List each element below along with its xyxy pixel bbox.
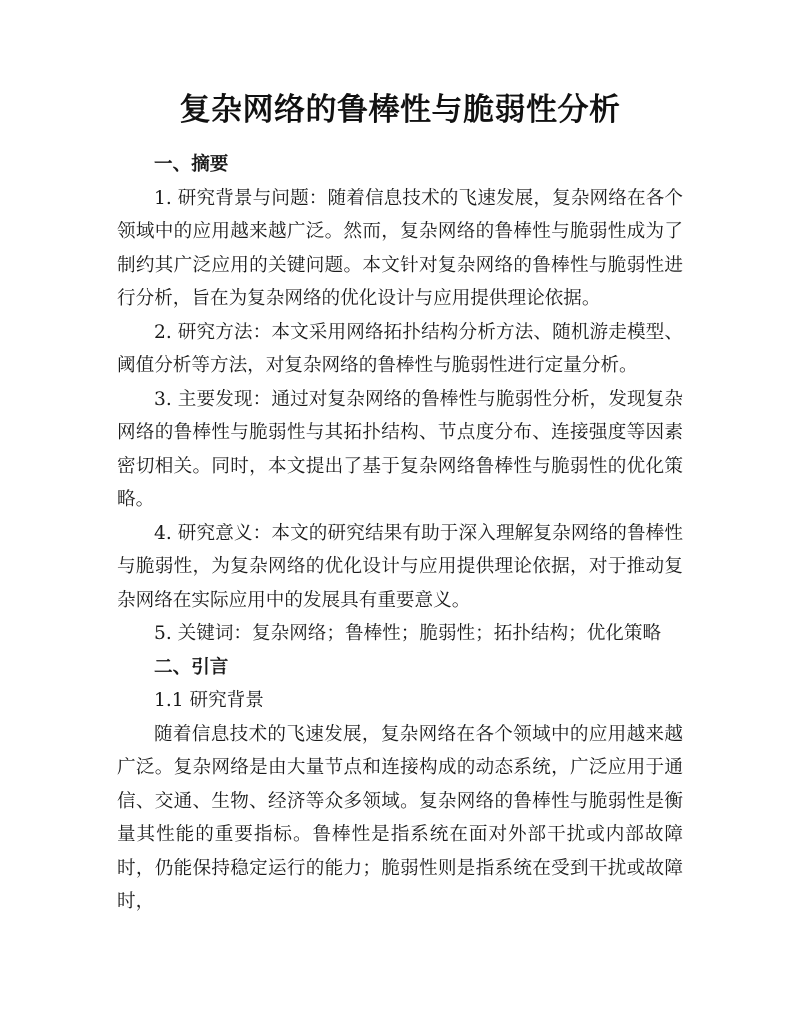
intro-paragraph: 随着信息技术的飞速发展，复杂网络在各个领域中的应用越来越广泛。复杂网络是由大量节点和连接构成的动态系统，广泛应用于通信、交通、生物、经济等众多领域。复杂网络的鲁棒性与脆弱性是衡量其性能的重要指标。鲁棒性是指系统在面对外部干扰或内部故障时，仍能保持稳定运行的能力；脆弱性则是指系统在受到干扰或故障时，	[117, 723, 683, 912]
intro-subheading: 1.1 研究背景	[154, 690, 264, 711]
abstract-item-findings: 3. 主要发现：通过对复杂网络的鲁棒性与脆弱性分析，发现复杂网络的鲁棒性与脆弱性与其拓扑结构、节点度分布、连接强度等因素密切相关。同时，本文提出了基于复杂网络鲁棒性与脆弱性的优化策略。	[117, 388, 683, 510]
abstract-item-background: 1. 研究背景与问题：随着信息技术的飞速发展，复杂网络在各个领域中的应用越来越广泛。然而，复杂网络的鲁棒性与脆弱性成为了制约其广泛应用的关键问题。本文针对复杂网络的鲁棒性与脆弱性进行分析，旨在为复杂网络的优化设计与应用提供理论依据。	[117, 187, 683, 309]
abstract-item-keywords: 5. 关键词：复杂网络；鲁棒性；脆弱性；拓扑结构；优化策略	[154, 623, 662, 644]
abstract-heading: 一、摘要	[154, 154, 229, 175]
document-title: 复杂网络的鲁棒性与脆弱性分析	[179, 92, 621, 128]
abstract-item-significance: 4. 研究意义：本文的研究结果有助于深入理解复杂网络的鲁棒性与脆弱性，为复杂网络的优化设计与应用提供理论依据，对于推动复杂网络在实际应用中的发展具有重要意义。	[117, 522, 683, 611]
intro-heading: 二、引言	[154, 656, 229, 678]
abstract-item-method: 2. 研究方法：本文采用网络拓扑结构分析方法、随机游走模型、阈值分析等方法，对复杂网络的鲁棒性与脆弱性进行定量分析。	[117, 321, 683, 376]
document-body	[117, 148, 683, 919]
